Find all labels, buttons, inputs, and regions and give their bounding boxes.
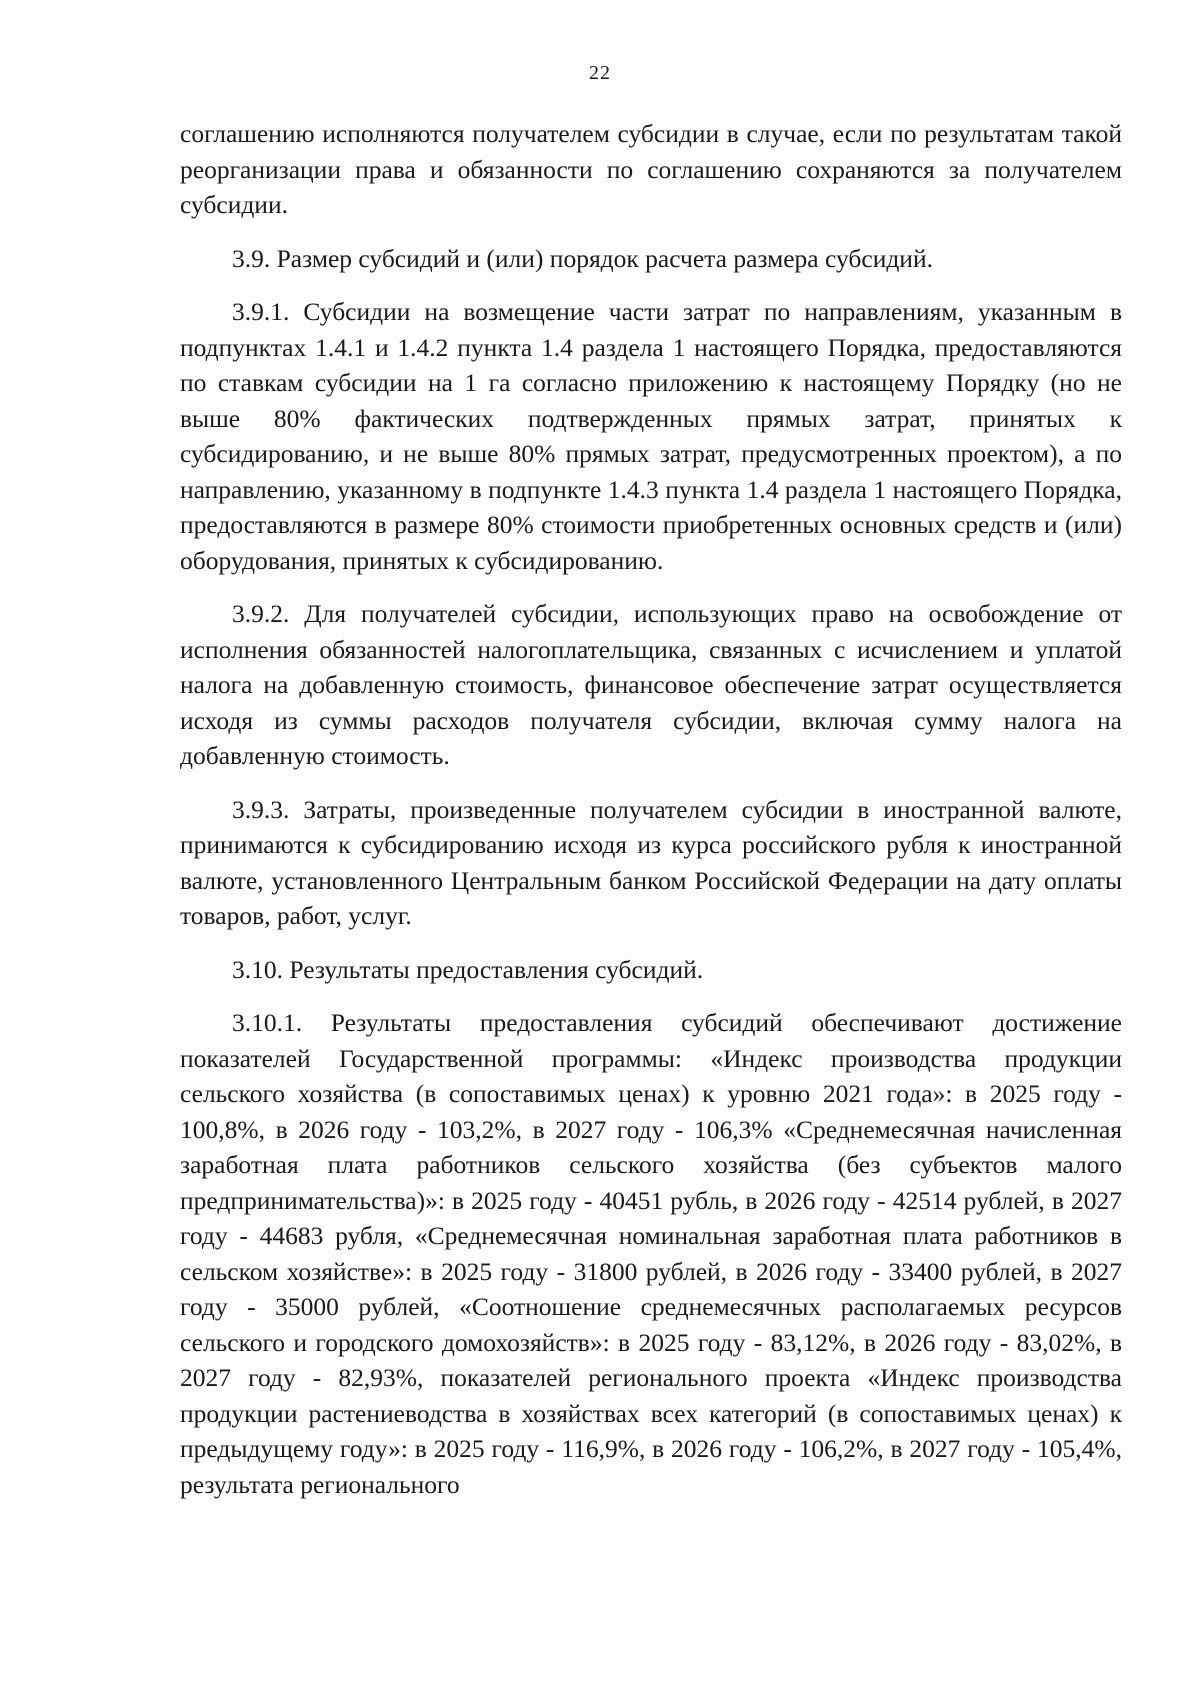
paragraph-spacer (180, 934, 1122, 952)
paragraph-3-9-3: 3.9.3. Затраты, произведенные получателем субсидии в иностранной валюте, принимаются к субсидированию исходя из курса российского рубля к иностранной валюте, установленного Центральным банком Российской Федерации на дату оплаты товаров, работ, услуг. (180, 794, 1122, 930)
paragraph-3-9-2: 3.9.2. Для получателей субсидии, использующих право на освобождение от исполнения обязанностей налогоплательщика, связанных с исчислением и уплатой налога на добавленную стоимость, финансовое обеспечение затрат осуществляется исходя из суммы расходов получателя субсидии, включая сумму налога на добавленную стоимость. (180, 599, 1122, 770)
paragraph-spacer (180, 774, 1122, 792)
page-number: 22 (589, 62, 611, 84)
paragraph-3-9: 3.9. Размер субсидий и (или) порядок расчета размера субсидий. (232, 243, 933, 273)
paragraph-spacer (180, 987, 1122, 1005)
paragraph-spacer (180, 578, 1122, 596)
document-body (180, 116, 1122, 1502)
paragraph-spacer (180, 276, 1122, 294)
paragraph-3-10-1: 3.10.1. Результаты предоставления субсидий обеспечивают достижение показателей Государственной программы: «Индекс производства продукции сельского хозяйства (в сопоставимых ценах) к уровню 2021 года»: в 2025 году - 100,8%, в 2026 году - 103,2%, в 2027 году - 106,3% «Среднемесячная начисленная заработная плата работников сельского хозяйства (без субъектов малого предпринимательства)»: в 2025 году - 40451 рубль, в 2026 году - 42514 рублей, в 2027 году - 44683 рубля, «Среднемесячная номинальная заработная плата работников в сельском хозяйстве»: в 2025 году - 31800 рублей, в 2026 году - 33400 рублей, в 2027 году - 35000 рублей, «Соотношение среднемесячных располагаемых ресурсов сельского и городского домохозяйств»: в 2025 году - 83,12%, в 2026 году - 83,02%, в 2027 году - 82,93%, показателей регионального проекта «Индекс производства продукции растениеводства в хозяйствах всех категорий (в сопоставимых ценах) к предыдущему году»: в 2025 году - 116,9%, в 2026 году - 106,2%, в 2027 году - 105,4%, результата регионального (180, 1008, 1122, 1499)
paragraph-continuation: соглашению исполняются получателем субсидии в случае, если по результатам такой реорганизации права и обязанности по соглашению сохраняются за получателем субсидии. (180, 119, 1122, 219)
paragraph-3-9-1: 3.9.1. Субсидии на возмещение части затрат по направлениям, указанным в подпунктах 1.4.1 и 1.4.2 пункта 1.4 раздела 1 настоящего Порядка, предоставляются по ставкам субсидии на 1 га согласно приложению к настоящему Порядку (но не выше 80% фактических подтвержденных прямых затрат, принятых к субсидированию, и не выше 80% прямых затрат, предусмотренных проектом), а по направлению, указанному в подпункте 1.4.3 пункта 1.4 раздела 1 настоящего Порядка, предоставляются в размере 80% стоимости приобретенных основных средств и (или) оборудования, принятых к субсидированию. (180, 297, 1122, 575)
paragraph-3-10: 3.10. Результаты предоставления субсидий. (232, 954, 704, 984)
paragraph-spacer (180, 223, 1122, 241)
